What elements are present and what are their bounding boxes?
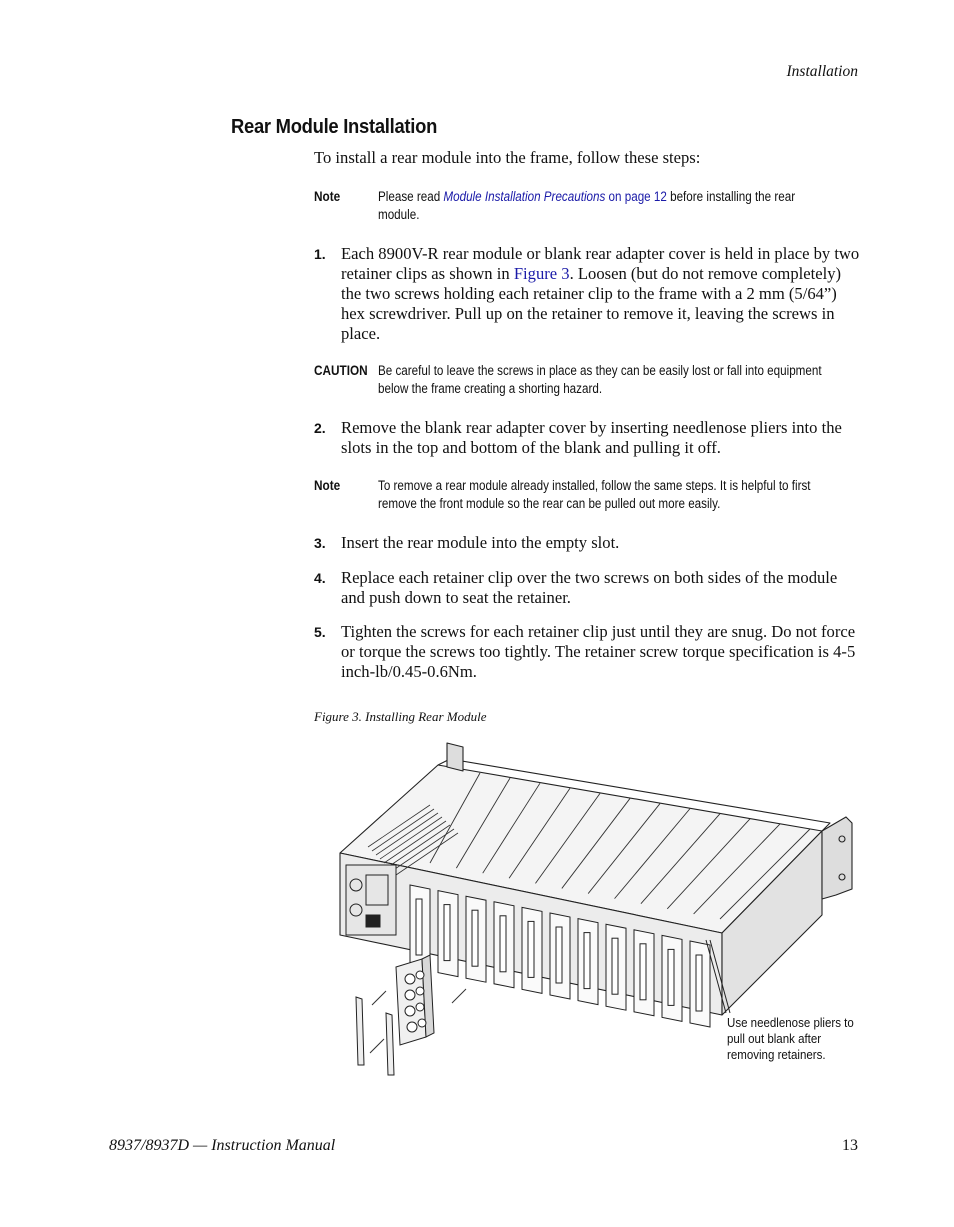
step-text: Remove the blank rear adapter cover by inserting needlenose pliers into the slots in the top and bottom of the blank and pulling it off.: [341, 418, 842, 457]
slot-opening: [416, 899, 422, 955]
step-5: [314, 622, 862, 684]
footer-manual-title: 8937/8937D — Instruction Manual: [109, 1137, 336, 1154]
note-label: Note: [314, 189, 341, 204]
step-number: 1.: [314, 246, 326, 262]
note-precautions: [314, 188, 854, 228]
figure-callout: Use needlenose pliers to pull out blank after removing retainers.: [727, 1015, 854, 1062]
slot-opening: [500, 916, 506, 972]
step-number: 2.: [314, 420, 326, 436]
caution-note: [314, 362, 854, 402]
note-text: To remove a rear module already installed, follow the same steps. It is helpful to first remove the front module so the rear can be pulled out more easily.: [378, 478, 811, 511]
step-text: Each 8900V-R rear module or blank rear adapter cover is held in place by two retainer clips as shown in Figure 3. Loosen (but do not remove completely) the two screws holding each retainer clip to the frame with a 2 mm (5/64”) hex screwdriver. Pull up on the retainer to remove it, leaving the screws in place.: [341, 244, 860, 343]
step-3: [314, 533, 862, 555]
caution-text: Be careful to leave the screws in place as they can be easily lost or fall into equipment below the frame creating a shorting hazard.: [378, 363, 822, 396]
slot-opening: [668, 949, 674, 1005]
step-4: [314, 568, 862, 610]
page-number: 13: [842, 1137, 858, 1154]
slot-opening: [528, 921, 534, 977]
step-text: Replace each retainer clip over the two screws on both sides of the module and push down to seat the retainer.: [341, 568, 838, 607]
rear-module-being-installed: [396, 955, 434, 1045]
power-connector-area: [346, 865, 396, 935]
step-text: Tighten the screws for each retainer clip just until they are snug. Do not force or torque the screws too tightly. The retainer screw torque specification is 4-5 inch-lb/0.45-0.6Nm.: [341, 622, 856, 681]
slot-opening: [584, 933, 590, 989]
section-title: Rear Module Installation: [231, 116, 438, 138]
figure-3-link[interactable]: Figure 3: [513, 264, 570, 283]
precautions-link[interactable]: Module Installation Precautions on page 12: [443, 189, 667, 204]
caution-label: CAUTION: [314, 363, 368, 378]
slot-opening: [696, 955, 702, 1011]
step-number: 3.: [314, 535, 326, 551]
figure-caption: Figure 3. Installing Rear Module: [314, 709, 487, 724]
retainer-clips: [356, 997, 394, 1075]
slot-opening: [640, 944, 646, 1000]
slot-opening: [472, 910, 478, 966]
rack-ear-right: [822, 817, 852, 899]
step-2: [314, 418, 862, 460]
running-header: Installation: [786, 63, 858, 80]
step-number: 4.: [314, 570, 326, 586]
step-1: [314, 244, 862, 346]
note-label: Note: [314, 478, 341, 493]
note-text: Please read Module Installation Precautions on page 12 before installing the rear module.: [378, 189, 796, 222]
slot-opening: [444, 905, 450, 961]
slot-opening: [612, 938, 618, 994]
slot-opening: [556, 927, 562, 983]
step-number: 5.: [314, 624, 326, 640]
step-text: Insert the rear module into the empty slot.: [341, 533, 620, 552]
intro-paragraph: To install a rear module into the frame, follow these steps:: [314, 148, 701, 167]
rack-ear-left: [447, 743, 463, 771]
note-remove-module: [314, 477, 854, 517]
